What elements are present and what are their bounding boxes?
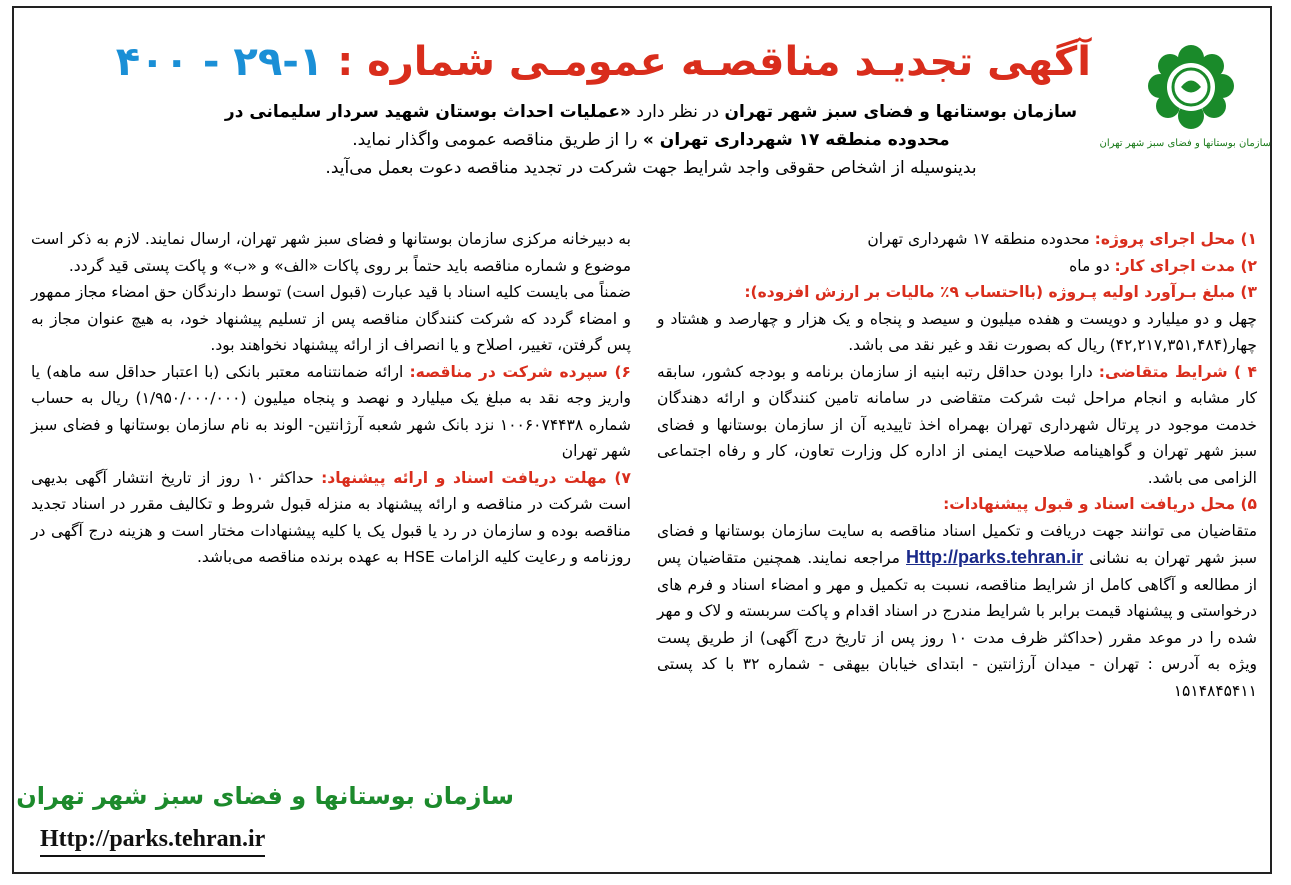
section-7-heading: ۷) مهلت دریافت اسناد و ارائه پیشنهاد: xyxy=(321,468,631,487)
website-link[interactable]: Http://parks.tehran.ir xyxy=(906,547,1084,567)
section-2-heading: ۲) مدت اجرای کار: xyxy=(1114,256,1257,275)
section-5-text-b: مراجعه نمایند. همچنین متقاضیان پس از مطالعه و آگاهی کامل از شرایط مناقصه، نسبت به تکمیل و مهر و امضاء اسناد و فرم های درخواستی و پیشنهاد قیمت برابر با شرایط مندرج در اسناد اقدام و پاکت سربسته و لاک و مهر شده را در موعد مقرر (حداکثر ظرف مدت ۱۰ روز پس از تاریخ درج آگهی) از طریق پست ویژه به آدرس : تهران - میدان آرژانتین - ابتدای خیابان بیهقی - شماره ۳۲ با کد پستی ۱۵۱۴۸۴۵۴۱۱ xyxy=(657,549,1257,700)
intro-paragraph xyxy=(211,98,1091,182)
signature-note: ضمناً می بایست کلیه اسناد با قید عبارت (قبول است) توسط دارندگان حق امضاء مجاز ممهور و امضاء گردد که شرکت کنندگان مناقصه پس از تسلیم پیشنهاد خود، به هیچ عنوان مجاز به پس گرفتن، تغییر، اصلاح و یا انصراف از ارائه پیشنهاد نخواهند بود. xyxy=(31,283,631,354)
section-4-heading: ۴ ) شرایط متقاضی: xyxy=(1098,362,1257,381)
section-1-text: محدوده منطقه ۱۷ شهرداری تهران xyxy=(867,230,1095,248)
footer-website-link[interactable]: Http://parks.tehran.ir xyxy=(40,826,265,857)
intro-org: سازمان بوستانها و فضای سبز شهر تهران xyxy=(724,102,1078,122)
tender-number: ۱-۲۹ - ۴۰۰ xyxy=(115,39,324,85)
section-1-heading: ۱) محل اجرای پروژه: xyxy=(1094,230,1257,248)
left-column xyxy=(31,226,631,571)
section-6-heading: ۶) سپرده شرکت در مناقصه: xyxy=(409,362,632,381)
section-6-text: ارائه ضمانتنامه معتبر بانکی (با اعتبار حداقل سه ماهه) یا واریز وجه نقد به مبلغ یک میلیارد و نهصد و پنجاه میلیون (۱/۹۵۰/۰۰۰/۰۰۰) ریال به حساب شماره ۱۰۰۶۰۷۴۴۳۸ نزد بانک شهر شعبه آرژانتین- الوند به نام سازمان بوستانها و فضای سبز شهر تهران xyxy=(31,362,632,460)
intro-end: را از طریق مناقصه عمومی واگذار نماید. xyxy=(352,130,643,150)
right-column xyxy=(657,226,1257,704)
organization-logo xyxy=(1099,40,1271,160)
intro-mid: در نظر دارد xyxy=(630,102,725,122)
intro-invitation: بدینوسیله از اشخاص حقوقی واجد شرایط جهت شرکت در تجدید مناقصه دعوت بعمل می‌آید. xyxy=(325,158,977,178)
section-4-text: دارا بودن حداقل رتبه ابنیه از سازمان برنامه و بودجه کشور، سابقه کار مشابه و انجام مراحل ثبت شرکت متقاضی در سامانه تامین کنندگان و ارائه دهندگان خدمت موجود در پرتال شهرداری تهران بهمراه اخذ تاییدیه آن از سازمان بوستانها و فضای سبز شهر تهران و گواهینامه صلاحیت ایمنی از اداره کل وزارت تعاون، کار و رفاه اجتماعی الزامی می باشد. xyxy=(657,362,1257,487)
page-title xyxy=(115,30,1091,98)
footer-organization: سازمان بوستانها و فضای سبز شهر تهران xyxy=(16,782,514,810)
section-7-text: حداکثر ۱۰ روز از تاریخ انتشار آگهی بدیهی است شرکت در مناقصه و ارائه پیشنهاد به منزله قبول شروط و تکالیف مقرر در اسناد تجدید مناقصه بوده و سازمان در رد یا قبول یک یا کلیه پیشنهادات مختار است و هزینه درج آگهی در روزنامه و رعایت کلیه الزامات HSE به عهده برنده مناقصه می‌باشد. xyxy=(31,468,631,566)
intro-project: «عملیات احداث بوستان شهید سردار سلیمانی در محدوده منطقه ۱۷ شهرداری تهران » xyxy=(224,102,950,150)
title-text: آگهی تجدیـد مناقصـه عمومـی شماره : xyxy=(323,39,1091,85)
section-5-heading: ۵) محل دریافت اسناد و قبول پیشنهادات: xyxy=(943,495,1257,513)
tree-emblem-icon xyxy=(1136,40,1246,136)
logo-caption: سازمان بوستانها و فضای سبز شهر تهران xyxy=(1099,138,1271,149)
section-5-text-a: متقاضیان می توانند جهت دریافت و تکمیل اسناد مناقصه به سایت سازمان بوستانها و فضای سبز شهر تهران به نشانی xyxy=(657,521,1257,567)
section-2-text: دو ماه xyxy=(1069,256,1115,275)
section-3-heading: ۳) مبلغ بـرآورد اولیه پـروژه (بااحتساب ۹٪ مالیات بر ارزش افزوده): xyxy=(744,283,1257,301)
section-3-text: چهل و دو میلیارد و دویست و هفده میلیون و سیصد و پنجاه و یک هزار و چهارصد و هشتاد و چهار(۴۲,۲۱۷,۳۵۱,۴۸۴) ریال که بصورت نقد و غیر نقد می باشد. xyxy=(657,309,1257,354)
submission-note: به دبیرخانه مرکزی سازمان بوستانها و فضای سبز شهر تهران، ارسال نمایند. لازم به ذکر است موضوع و شماره مناقصه باید حتماً بر روی پاکات «الف» و «ب» و پاکت پستی قید گردد. xyxy=(31,230,631,275)
